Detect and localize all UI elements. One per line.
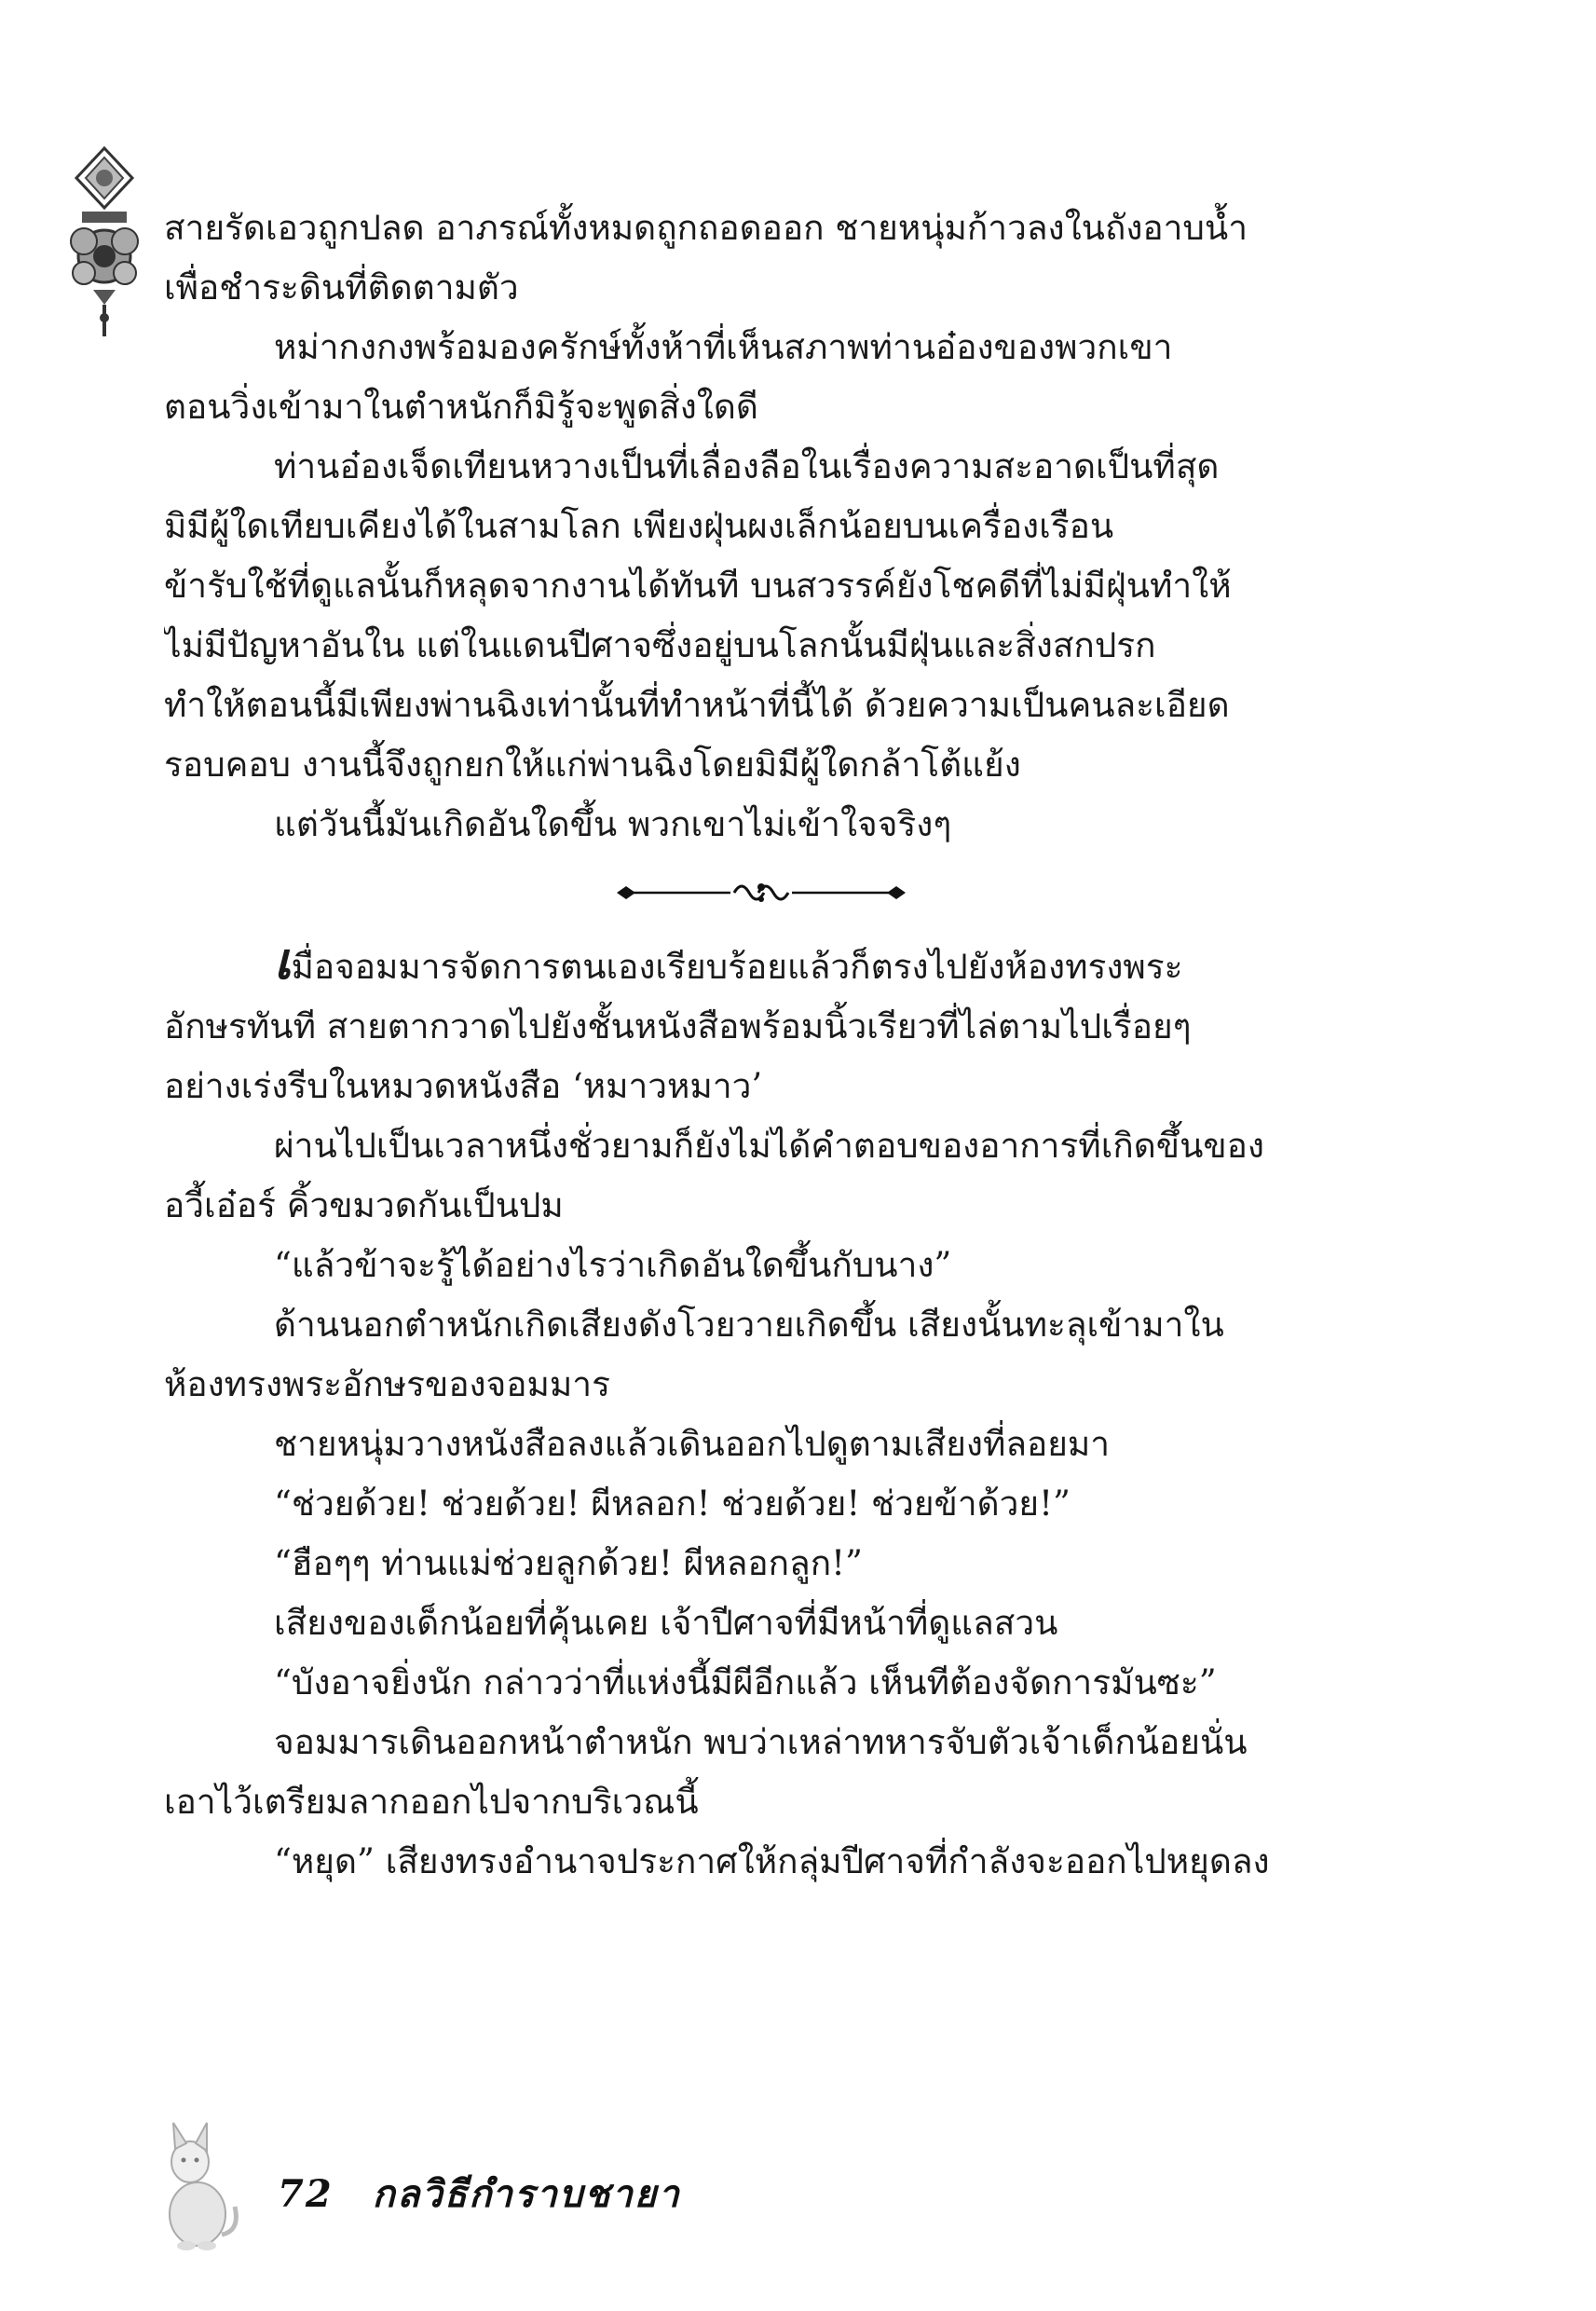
paragraph-line: “แล้วข้าจะรู้ได้อย่างไรว่าเกิดอันใดขึ้นกับนาง”: [274, 1245, 952, 1285]
paragraph-line: ห้องทรงพระอักษรของจอมมาร: [164, 1364, 610, 1404]
paragraph-line: หม่ากงกงพร้อมองครักษ์ทั้งห้าที่เห็นสภาพท่านอ๋องของพวกเขา: [274, 327, 1173, 367]
paragraph-line: ข้ารับใช้ที่ดูแลนั้นก็หลุดจากงานได้ทันที บนสวรรค์ยังโชคดีที่ไม่มีฝุ่นทำให้: [164, 566, 1232, 606]
body-text: [164, 198, 1358, 1892]
paragraph-line: อย่างเร่งรีบในหมวดหนังสือ ‘หมาวหมาว’: [164, 1066, 763, 1106]
book-title: กลวิธีกำราบชายา: [372, 2172, 681, 2216]
paragraph-line: เสียงของเด็กน้อยที่คุ้นเคย เจ้าปีศาจที่มีหน้าที่ดูแลสวน: [274, 1603, 1058, 1643]
paragraph-line: อวี้เอ๋อร์ คิ้วขมวดกันเป็นปม: [164, 1185, 564, 1225]
text-block-bottom: [164, 997, 1358, 1892]
ornamental-divider-icon: [607, 874, 915, 911]
paragraph-line: อักษรทันที สายตากวาดไปยังชั้นหนังสือพร้อมนิ้วเรียวที่ไล่ตามไปเรื่อยๆ: [164, 1006, 1192, 1046]
drop-cap: เ: [274, 931, 292, 991]
paragraph-line: “บังอาจยิ่งนัก กล่าวว่าที่แห่งนี้มีผีอีกแล้ว เห็นทีต้องจัดการมันซะ”: [274, 1662, 1217, 1702]
paragraph-line: ชายหนุ่มวางหนังสือลงแล้วเดินออกไปดูตามเสียงที่ลอยมา: [274, 1424, 1111, 1464]
decorative-ornament-icon: [65, 144, 143, 340]
paragraph-line: ตอนวิ่งเข้ามาในตำหนักก็มิรู้จะพูดสิ่งใดดี: [164, 387, 758, 427]
paragraph-line: “ช่วยด้วย! ช่วยด้วย! ผีหลอก! ช่วยด้วย! ช่วยข้าด้วย!”: [274, 1484, 1071, 1524]
scene-divider: [164, 855, 1358, 931]
page-footer: [278, 2164, 681, 2223]
text-block-top: [164, 198, 1358, 855]
paragraph-line: ท่านอ๋องเจ็ดเทียนหวางเป็นที่เลื่องลือในเรื่องความสะอาดเป็นที่สุด: [274, 446, 1220, 486]
paragraph-line: “หยุด” เสียงทรงอำนาจประกาศให้กลุ่มปีศาจที่กำลังจะออกไปหยุดลง: [274, 1841, 1270, 1881]
paragraph-line: เอาไว้เตรียมลากออกไปจากบริเวณนี้: [164, 1782, 699, 1822]
cat-illustration-icon: [149, 2113, 242, 2253]
first-line-rest: มื่อจอมมารจัดการตนเองเรียบร้อยแล้วก็ตรงไปยังห้องทรงพระ: [291, 947, 1183, 987]
paragraph-line: “ฮือๆๆ ท่านแม่ช่วยลูกด้วย! ผีหลอกลูก!”: [274, 1543, 863, 1583]
paragraph-line: รอบคอบ งานนี้จึงถูกยกให้แก่พ่านฉิงโดยมิมีผู้ใดกล้าโต้แย้ง: [164, 745, 1021, 785]
paragraph-line-dropcap: [164, 931, 1358, 997]
page-number: 72: [278, 2172, 334, 2216]
paragraph-line: ทำให้ตอนนี้มีเพียงพ่านฉิงเท่านั้นที่ทำหน้าที่นี้ได้ ด้วยความเป็นคนละเอียด: [164, 685, 1230, 725]
paragraph-line: มิมีผู้ใดเทียบเคียงได้ในสามโลก เพียงฝุ่นผงเล็กน้อยบนเครื่องเรือน: [164, 506, 1114, 546]
paragraph-line: ผ่านไปเป็นเวลาหนึ่งชั่วยามก็ยังไม่ได้คำตอบของอาการที่เกิดขึ้นของ: [274, 1126, 1264, 1166]
paragraph-line: ไม่มีปัญหาอันใน แต่ในแดนปีศาจซึ่งอยู่บนโลกนั้นมีฝุ่นและสิ่งสกปรก: [164, 625, 1156, 665]
paragraph-line: เพื่อชำระดินที่ติดตามตัว: [164, 267, 519, 308]
paragraph-line: จอมมารเดินออกหน้าตำหนัก พบว่าเหล่าทหารจับตัวเจ้าเด็กน้อยนั่น: [274, 1722, 1248, 1762]
paragraph-line: ด้านนอกตำหนักเกิดเสียงดังโวยวายเกิดขึ้น เสียงนั้นทะลุเข้ามาใน: [274, 1305, 1224, 1345]
paragraph-line: แต่วันนี้มันเกิดอันใดขึ้น พวกเขาไม่เข้าใจจริงๆ: [274, 804, 952, 844]
paragraph-line: สายรัดเอวถูกปลด อาภรณ์ทั้งหมดถูกถอดออก ชายหนุ่มก้าวลงในถังอาบน้ำ: [164, 208, 1248, 248]
